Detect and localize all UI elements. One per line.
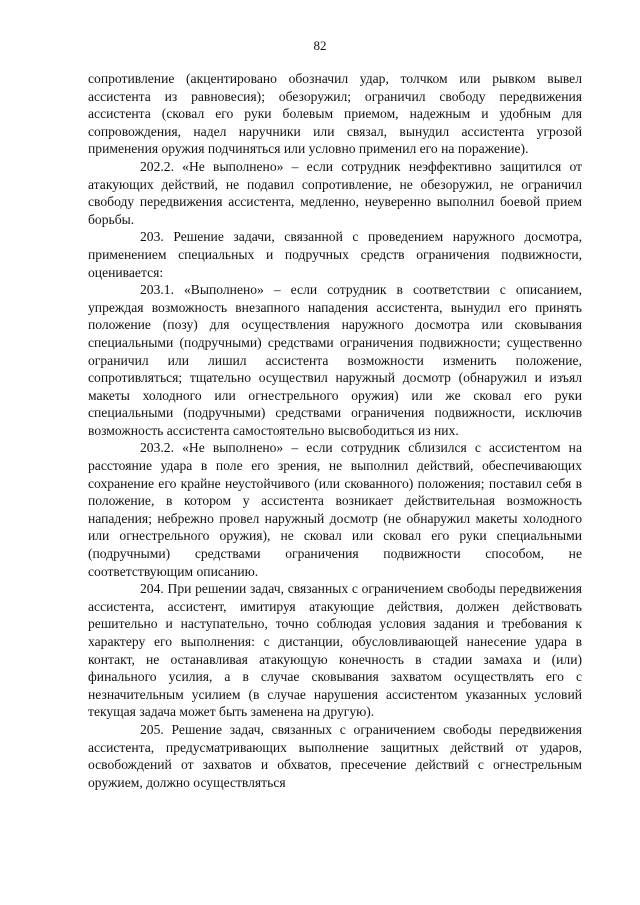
paragraph-204: 204. При решении задач, связанных с ограничением свободы передвижения ассистента, ассистент, имитируя атакующие действия, должен действовать решительно и наступательно, точно соблюдая условия задания и требования к характеру его выполнения: с дистанции, обусловливающей нанесение удара в контакт, не останавливая атакующую конечность в стадии замаха и (или) финального усилия, а в случае сковывания захватом осуществлять его с незначительным усилием (в случае нарушения ассистентом указанных условий текущая задача может быть заменена на другую).: [88, 581, 582, 720]
paragraph-203-1: 203.1. «Выполнено» – если сотрудник в соответствии с описанием, упреждая возможность внезапного нападения ассистента, вынудил его принять положение (позу) для осуществления наружного досмотра или сковывания специальными (подручными) средствами ограничения подвижности; существенно ограничил или лишил ассистента возможности изменить положение, сопротивляться; тщательно осуществил наружный досмотр (обнаружил и изъял макеты холодного или огнестрельного оружия) или же сковал его руки специальными (подручными) средствами ограничения подвижности, исключив возможность ассистента самостоятельно высвободиться из них.: [88, 282, 582, 438]
page-number: 82: [313, 38, 327, 53]
paragraph-205: 205. Решение задач, связанных с ограничением свободы передвижения ассистента, предусматривающих выполнение защитных действий от ударов, освобождений от захватов и обхватов, пресечение действий с огнестрельным оружием, должно осуществляться: [88, 721, 582, 790]
paragraph-202-2: 202.2. «Не выполнено» – если сотрудник неэффективно защитился от атакующих действий, не подавил сопротивление, не обезоружил, не ограничил свободу передвижения ассистента, медленно, неуверенно выполнил боевой прием борьбы.: [88, 158, 582, 227]
paragraph-continuation: сопротивление (акцентировано обозначил удар, толчком или рывком вывел ассистента из равновесия); обезоружил; ограничил свободу передвижения ассистента (сковал его руки болевым приемом, надежным и удобным для сопровождения, надел наручники или связал, вынудил ассистента угрозой применения оружия подчиняться или условно применил его на поражение).: [88, 71, 582, 157]
paragraph-203: 203. Решение задачи, связанной с проведением наружного досмотра, применением специальных и подручных средств ограничения подвижности, оценивается:: [88, 229, 582, 280]
paragraph-203-2: 203.2. «Не выполнено» – если сотрудник сблизился с ассистентом на расстояние удара в поле его зрения, не выполнил действий, обеспечивающих сохранение его крайне неустойчивого (или скованного) положения; поставил себя в положение, в котором у ассистента возникает действительная возможность нападения; небрежно провел наружный досмотр (не обнаружил макеты холодного или огнестрельного оружия), не сковал или сковал его руки специальными (подручными) средствами ограничения подвижности способом, не соответствующим описанию.: [88, 440, 582, 579]
document-body: [88, 70, 582, 791]
